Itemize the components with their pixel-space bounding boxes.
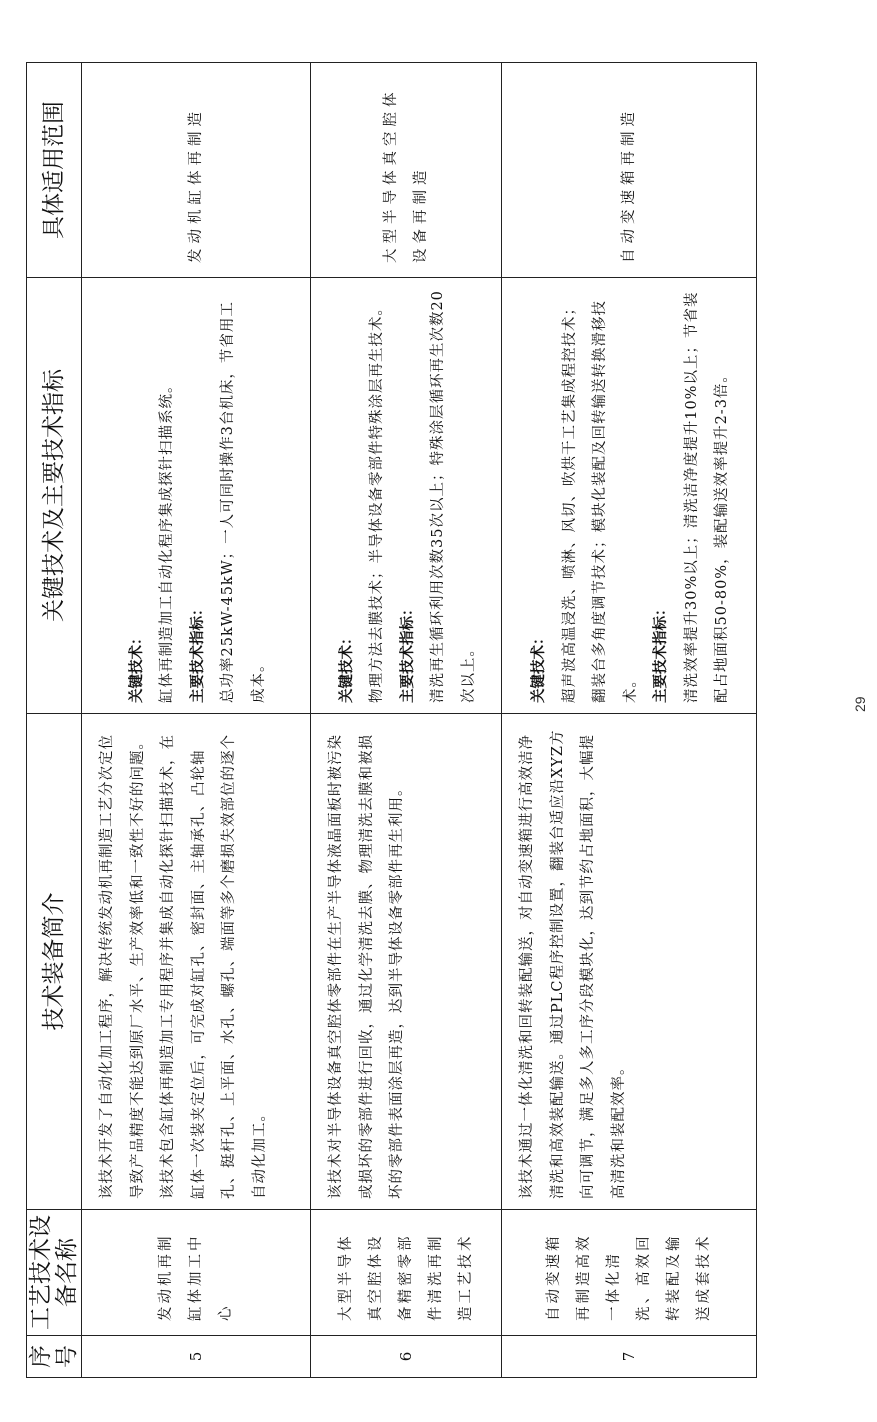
header-key-tech: 关键技术及主要技术指标 bbox=[27, 278, 82, 714]
header-name: 工艺技术设备名称 bbox=[27, 1210, 82, 1336]
key-tech-cell bbox=[502, 278, 757, 714]
header-no: 序号 bbox=[27, 1336, 82, 1378]
scope: 发动机缸体再制造 bbox=[82, 63, 311, 278]
header-scope: 具体适用范围 bbox=[27, 63, 82, 278]
equipment-name: 自动变速箱再制造高效一体化清洗、高效回转装配及输送成套技术 bbox=[502, 1210, 757, 1336]
equipment-intro: 该技术开发了自动化加工程序，解决传统发动机再制造工艺分次定位导致产品精度不能达到原厂水平、生产效率低和一致性不好的问题。该技术包含缸体再制造加工专用程序并集成自动化探针扫描技术，在缸体一次装夹定位后，可完成对缸孔、密封面、主轴承孔、凸轮轴孔、挺杆孔、上平面、水孔、螺孔、端面等多个磨损失效部位的逐个自动化加工。 bbox=[82, 714, 311, 1210]
equipment-name: 大型半导体真空腔体设备精密零部件清洗再制造工艺技术 bbox=[311, 1210, 502, 1336]
row-number: 6 bbox=[311, 1336, 502, 1378]
main-index-text: 总功率25kW-45kW；一人可同时操作3台机床，节省用工成本。 bbox=[220, 301, 267, 703]
main-index-label: 主要技术指标： bbox=[399, 601, 416, 703]
rotated-page bbox=[26, 63, 731, 1378]
table-row bbox=[502, 63, 757, 1378]
page-number: 29 bbox=[852, 696, 868, 712]
key-tech-cell bbox=[311, 278, 502, 714]
technology-table bbox=[26, 62, 757, 1378]
main-index-text: 清洗效率提升30%以上；清洗洁净度提升10%以上；节省装配占地面积50-80%，装配输送效率提升2-3倍。 bbox=[683, 291, 731, 703]
table-row bbox=[311, 63, 502, 1378]
row-number: 7 bbox=[502, 1336, 757, 1378]
key-tech-text: 物理方法去膜技术；半导体设备零部件特殊涂层再生技术。 bbox=[369, 300, 386, 703]
main-index-text: 清洗再生循环利用次数35次以上；特殊涂层循环再生次数20次以上。 bbox=[430, 290, 477, 703]
key-tech-cell bbox=[82, 278, 311, 714]
equipment-name: 发动机再制缸体加工中心 bbox=[82, 1210, 311, 1336]
key-tech-text: 超声波高温浸洗、喷淋、风切、吹烘干工艺集成程控技术；翻装台多角度调节技术；模块化装配及回转输送转换滑移技术。 bbox=[561, 300, 639, 703]
key-tech-label: 关键技术： bbox=[338, 630, 355, 703]
equipment-intro: 该技术通过一体化清洗和回转装配输送，对自动变速箱进行高效洁净清洗和高效装配输送。通过PLC程序控制设置，翻装台适应沿XYZ方向可调节，满足多人多工序分段模块化，达到节约占地面积，大幅提高清洗和装配效率。 bbox=[502, 714, 757, 1210]
equipment-intro: 该技术对半导体设备真空腔体零部件在生产半导体液晶面板时被污染或损坏的零部件进行回收，通过化学清洗去膜、物理清洗去膜和被损坏的零部件表面涂层再造，达到半导体设备零部件再生利用。 bbox=[311, 714, 502, 1210]
key-tech-label: 关键技术： bbox=[531, 630, 548, 703]
table-row bbox=[82, 63, 311, 1378]
row-number: 5 bbox=[82, 1336, 311, 1378]
main-index-label: 主要技术指标： bbox=[189, 601, 206, 703]
key-tech-text: 缸体再制造加工自动化程序集成探针扫描系统。 bbox=[159, 377, 176, 703]
scope: 大型半导体真空腔体设备再制造 bbox=[311, 63, 502, 278]
key-tech-label: 关键技术： bbox=[128, 630, 145, 703]
header-intro: 技术装备简介 bbox=[27, 714, 82, 1210]
table-header-row bbox=[27, 63, 82, 1378]
scope: 自动变速箱再制造 bbox=[502, 63, 757, 278]
main-index-label: 主要技术指标： bbox=[653, 601, 670, 703]
